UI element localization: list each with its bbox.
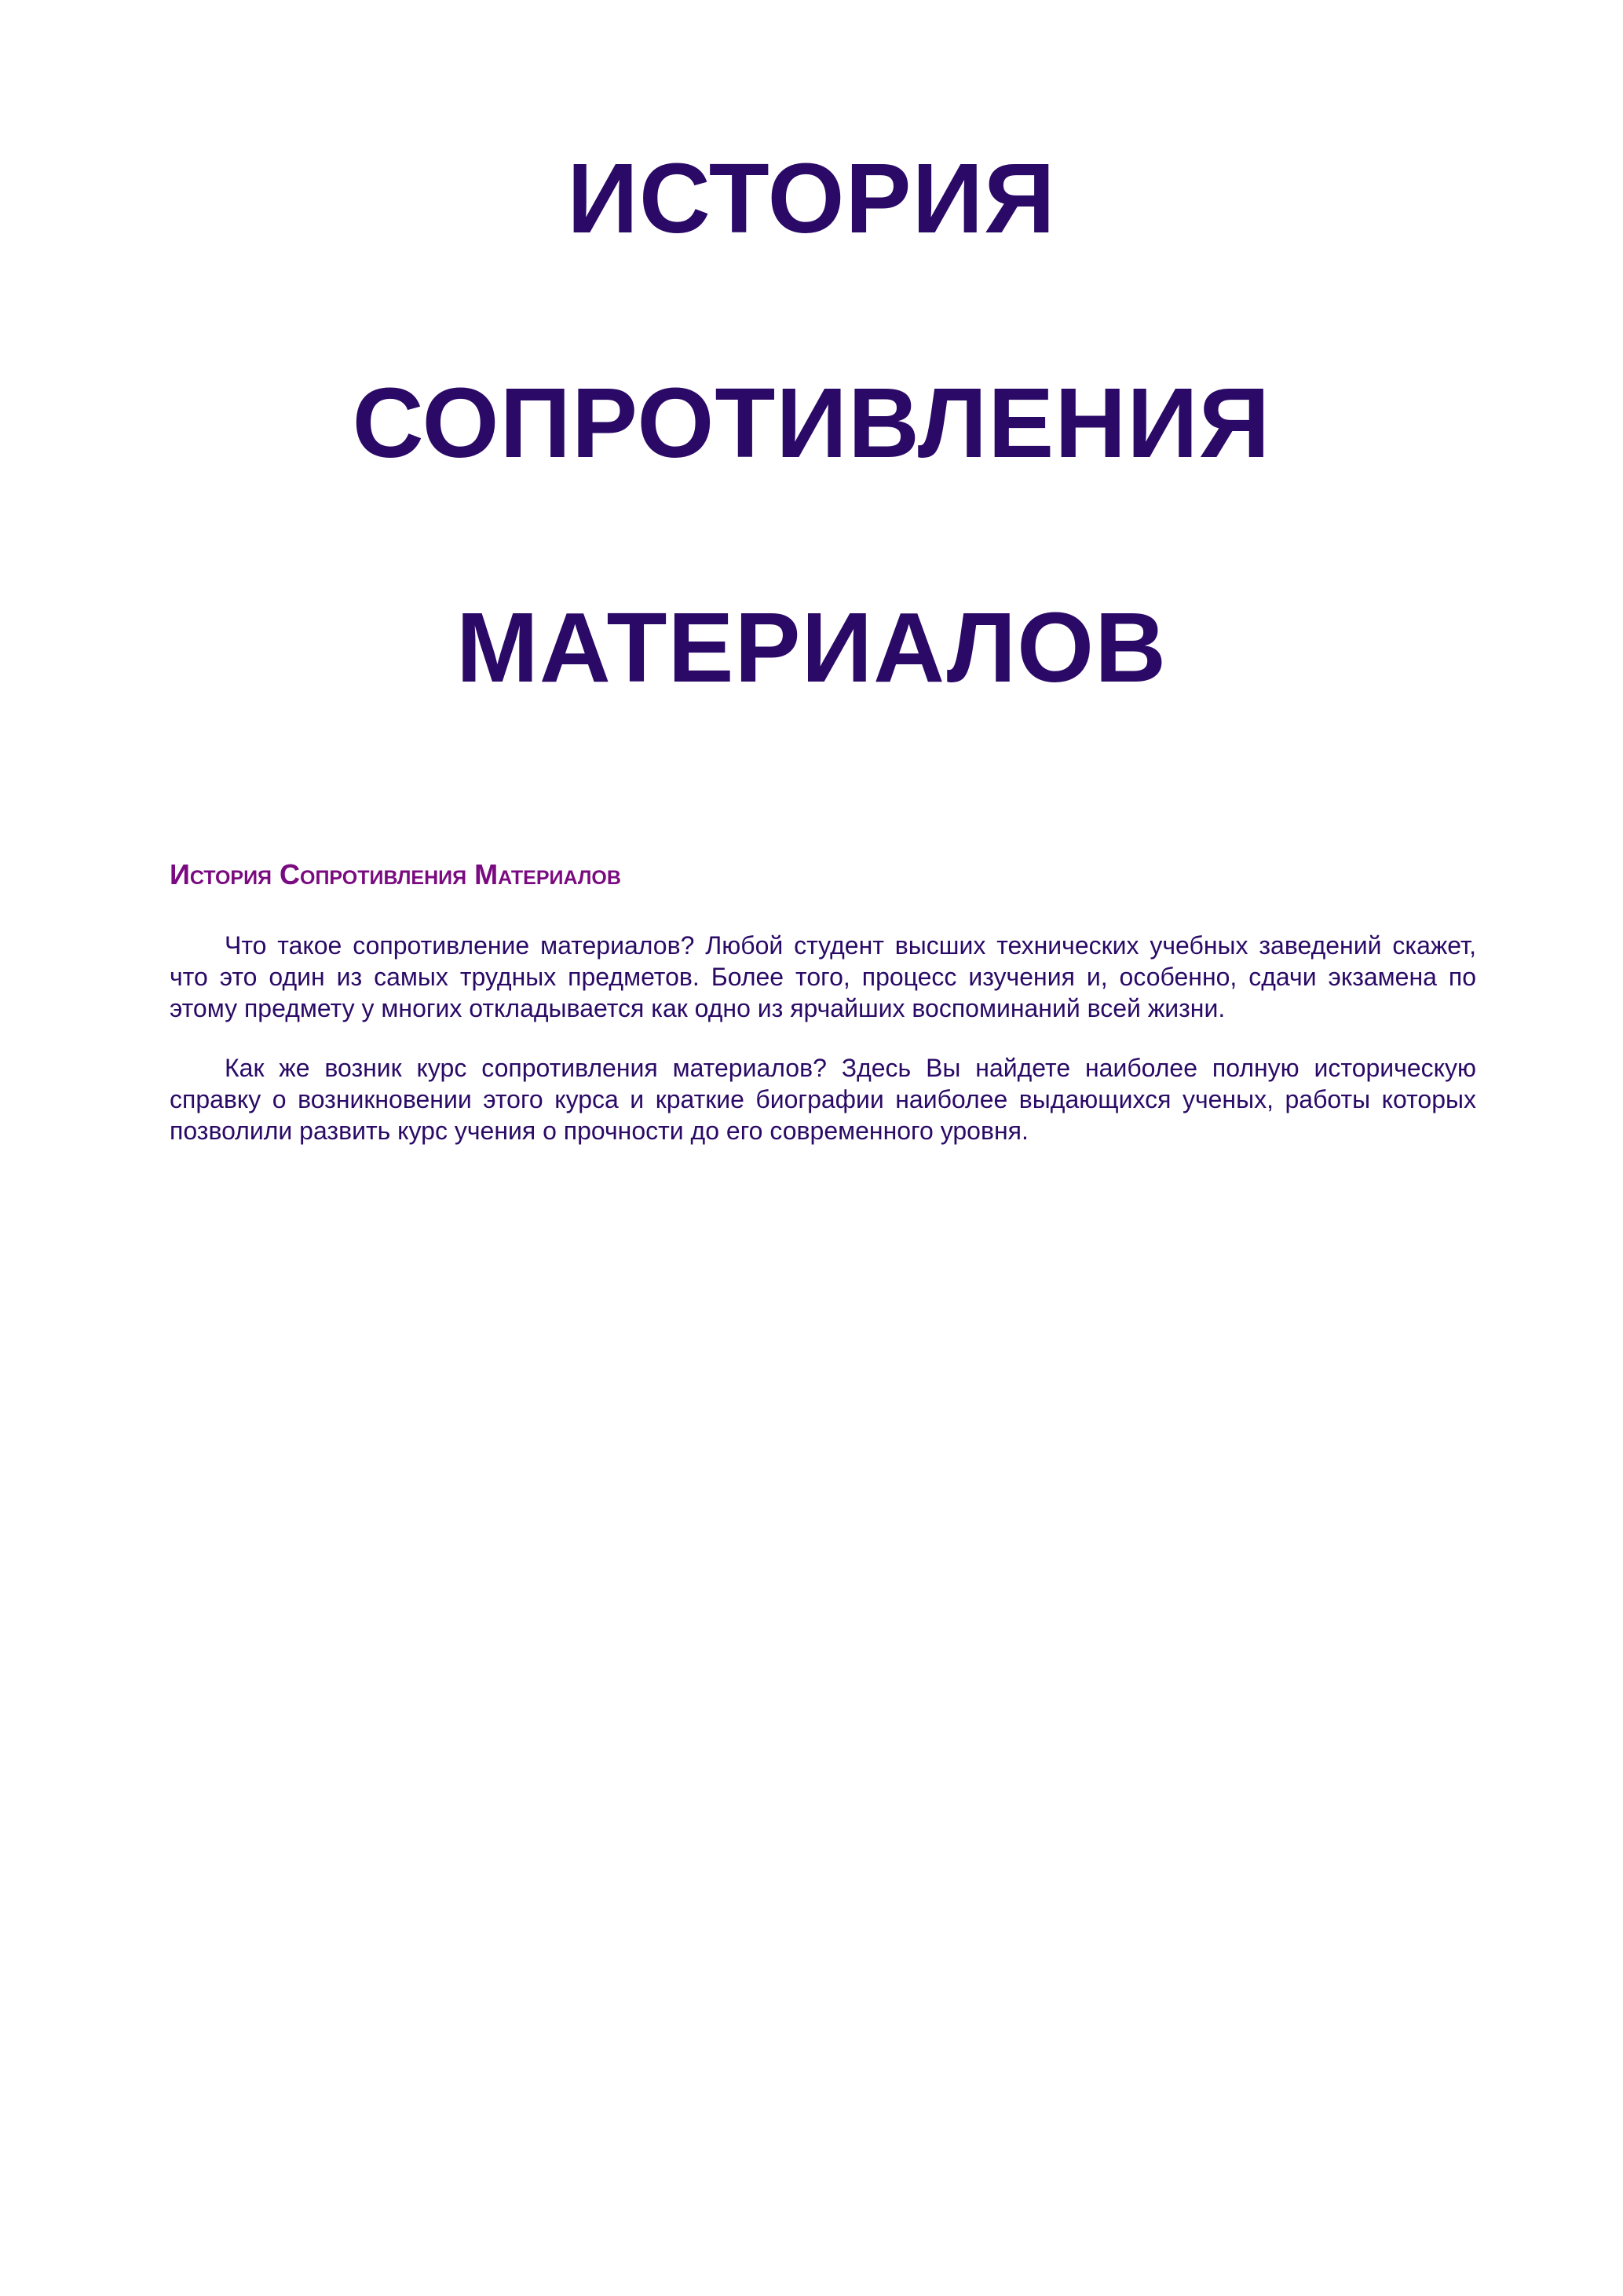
title-line-2: СОПРОТИВЛЕНИЯ [352,367,1271,478]
title-line-3: МАТЕРИАЛОВ [455,592,1168,703]
document-title [0,143,1623,703]
paragraph-history: Как же возник курс сопротивления материалов? Здесь Вы найдете наиболее полную историческую справку о возникновении этого курса и краткие биографии наиболее выдающихся ученых, работы которых позволили развить курс учения о прочности до его современного уровня. [170,1054,1476,1145]
section-heading: История Сопротивления Материалов [170,858,621,890]
title-line-1: ИСТОРИЯ [567,143,1056,254]
document-body [170,857,1476,1146]
paragraph-intro: Что такое сопротивление материалов? Любой студент высших технических учебных заведений скажет, что это один из самых трудных предметов. Более того, процесс изучения и, особенно, сдачи экзамена по этому предмету у многих откладывается как одно из ярчайших воспоминаний всей жизни. [170,931,1476,1022]
